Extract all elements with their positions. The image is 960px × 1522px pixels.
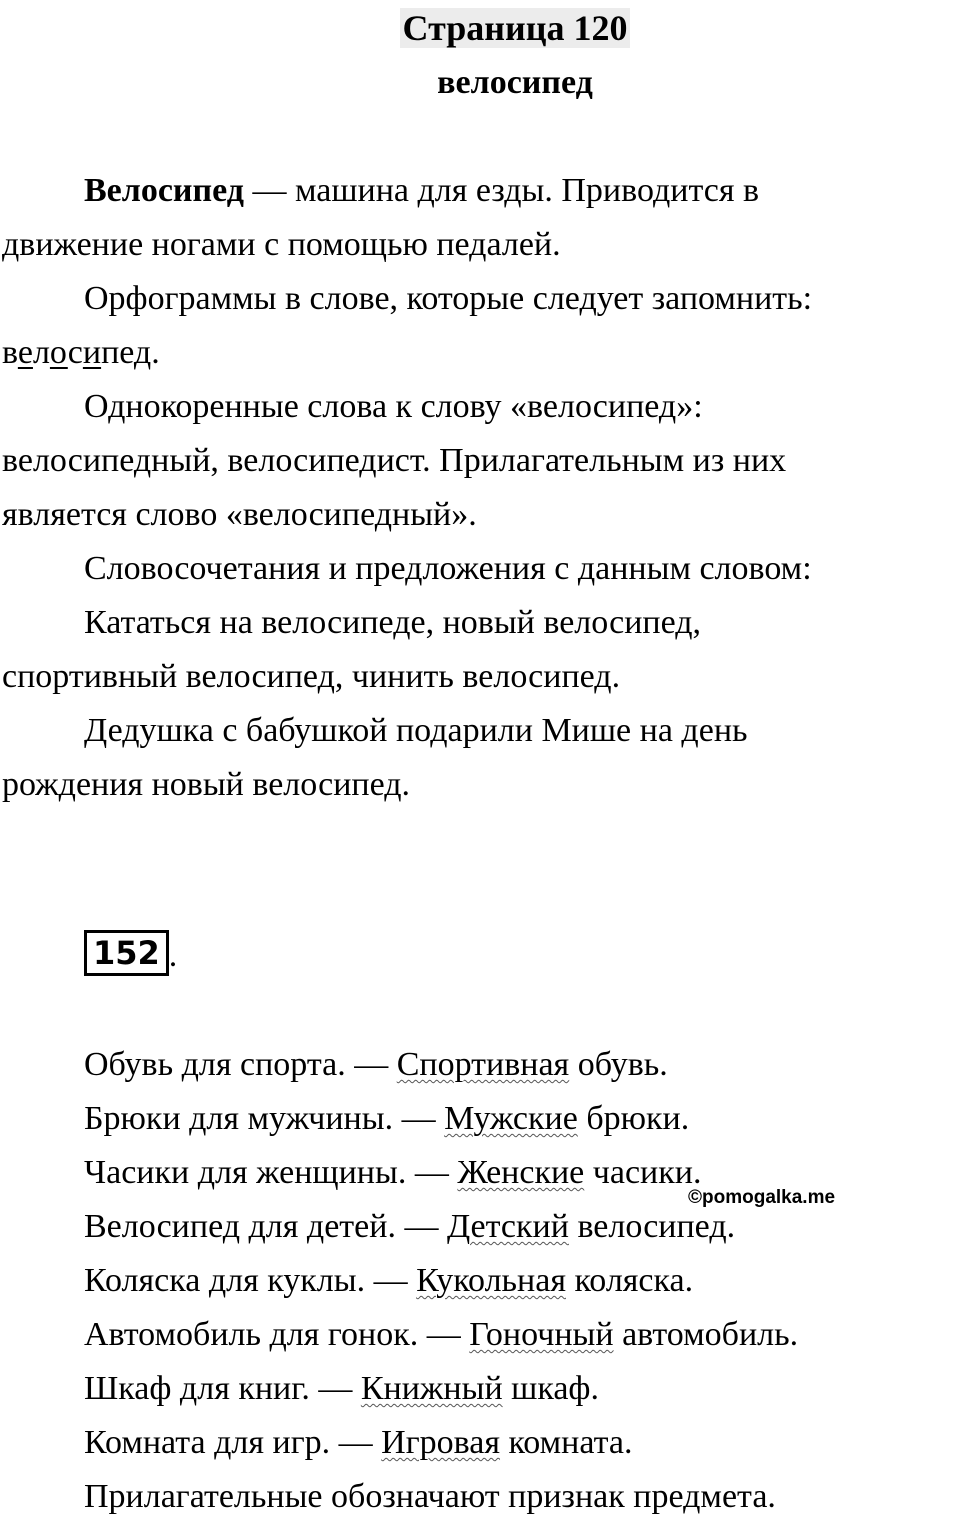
task-number-dot: . <box>168 937 178 974</box>
item-adjective: Спортивная <box>396 1046 570 1083</box>
definition-line-1 <box>84 168 759 214</box>
item-adjective: Детский <box>446 1208 569 1245</box>
task-item <box>84 1258 693 1304</box>
task-item <box>84 1366 599 1412</box>
sentence-line-1: Дедушка с бабушкой подарили Мише на день <box>84 712 748 749</box>
task-item <box>84 1096 689 1142</box>
related-line-2: велосипедный, велосипедист. Прилагательным из них <box>2 442 787 479</box>
item-phrase: Брюки для мужчины. — <box>84 1100 445 1137</box>
item-noun: комната. <box>500 1424 633 1461</box>
item-phrase: Часики для женщины. — <box>84 1154 458 1191</box>
phrases-line-1: Кататься на велосипеде, новый велосипед, <box>84 604 702 641</box>
sentence-line-2: рождения новый велосипед. <box>2 766 411 803</box>
item-noun: шкаф. <box>502 1370 599 1407</box>
task-item <box>84 1042 668 1088</box>
item-noun: обувь. <box>569 1046 668 1083</box>
item-noun: автомобиль. <box>613 1316 799 1353</box>
page-title-text: Страница 120 <box>400 8 631 48</box>
orthograms-line-1: Орфограммы в слове, которые следует запомнить: <box>84 280 813 317</box>
task-item <box>84 1420 632 1466</box>
task-number <box>84 930 177 976</box>
item-noun: брюки. <box>577 1100 690 1137</box>
item-adjective: Книжный <box>360 1370 503 1407</box>
item-phrase: Комната для игр. — <box>84 1424 382 1461</box>
underlined-letter: е <box>17 334 33 371</box>
phrases-heading: Словосочетания и предложения с данным словом: <box>84 550 812 587</box>
item-phrase: Обувь для спорта. — <box>84 1046 397 1083</box>
item-noun: велосипед. <box>568 1208 736 1245</box>
item-noun: часики. <box>584 1154 702 1191</box>
letter: с <box>67 334 83 371</box>
item-adjective: Женские <box>457 1154 585 1191</box>
item-adjective: Игровая <box>381 1424 501 1461</box>
page-title <box>0 4 960 52</box>
underlined-letter: и <box>82 334 102 371</box>
underlined-letter: о <box>49 334 68 371</box>
word-title: велосипед <box>437 64 593 101</box>
definition-term: Велосипед <box>84 172 244 209</box>
item-adjective: Гоночный <box>469 1316 614 1353</box>
task-item <box>84 1312 798 1358</box>
item-phrase: Велосипед для детей. — <box>84 1208 447 1245</box>
definition-line-2: движение ногами с помощью педалей. <box>2 226 561 263</box>
letter: пед. <box>101 334 160 371</box>
letter: л <box>32 334 50 371</box>
watermark: ©pomogalka.me <box>688 1187 836 1208</box>
phrases-line-2: спортивный велосипед, чинить велосипед. <box>2 658 621 695</box>
item-noun: коляска. <box>565 1262 694 1299</box>
item-phrase: Автомобиль для гонок. — <box>84 1316 470 1353</box>
orthograms-word <box>2 330 160 376</box>
item-phrase: Шкаф для книг. — <box>84 1370 361 1407</box>
task-number-box: 152 <box>84 930 169 976</box>
task-item <box>84 1150 701 1196</box>
item-adjective: Мужские <box>444 1100 578 1137</box>
item-adjective: Кукольная <box>416 1262 566 1299</box>
task-conclusion: Прилагательные обозначают признак предмета. <box>84 1478 776 1515</box>
related-line-1: Однокоренные слова к слову «велосипед»: <box>84 388 703 425</box>
related-line-3: является слово «велосипедный». <box>2 496 477 533</box>
letter: в <box>2 334 18 371</box>
definition-text: — машина для езды. Приводится в <box>243 172 760 209</box>
item-phrase: Коляска для куклы. — <box>84 1262 417 1299</box>
task-item <box>84 1204 735 1250</box>
